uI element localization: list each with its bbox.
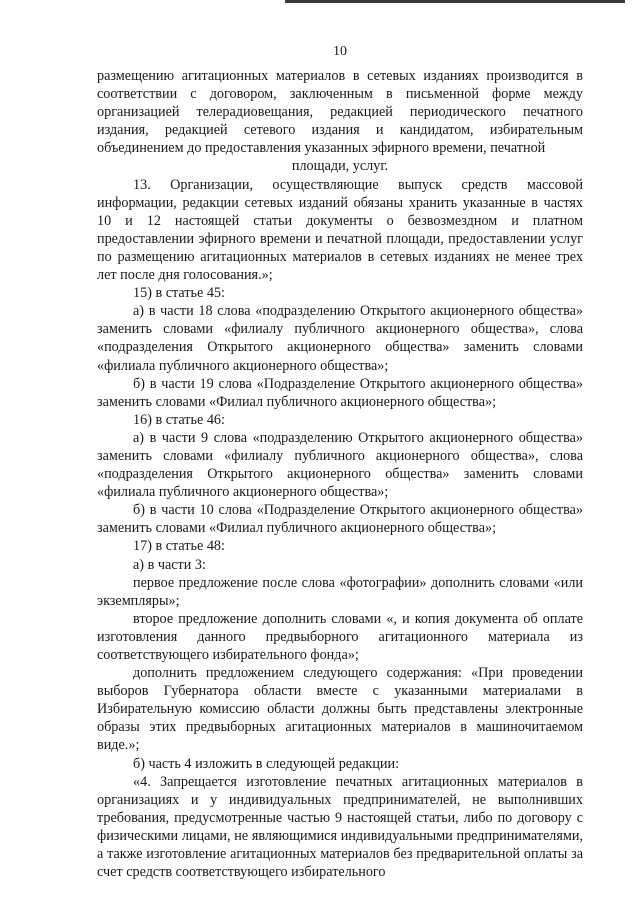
document-body [97,67,583,881]
paragraph: а) в части 18 слова «подразделению Открытого акционерного общества» заменить словами «филиалу публичного акционерного общества», слова «подразделения Открытого акционерного общества» заменить словами «филиала публичного акционерного общества»; [97,303,583,374]
paragraph: размещению агитационных материалов в сетевых изданиях производится в соответствии с договором, заключенным в письменной форме между организацией телерадиовещания, редакцией периодического печатного издания, редакцией сетевого издания и кандидатом, избирательным объединением до предоставления указанных эфирного времени, печатной [97,68,583,157]
paragraph: площади, услуг. [291,158,389,175]
paragraph: б) в части 10 слова «Подразделение Открытого акционерного общества» заменить словами «Филиал публичного акционерного общества»; [97,502,583,537]
paragraph: первое предложение после слова «фотографии» дополнить словами «или экземпляры»; [97,574,583,609]
scan-artifact-line [285,0,625,3]
paragraph: б) в части 19 слова «Подразделение Открытого акционерного общества» заменить словами «Филиал публичного акционерного общества»; [97,375,583,410]
page-number: 10 [333,44,347,59]
paragraph: второе предложение дополнить словами «, и копия документа об оплате изготовления данного предвыборного агитационного материала из соответствующего избирательного фонда»; [97,610,583,663]
paragraph: 13. Организации, осуществляющие выпуск средств массовой информации, редакции сетевых изданий обязаны хранить указанные в частях 10 и 12 настоящей статьи документы о безвозмездном и платном предоставлении эфирного времени и печатной площади, предоставлении услуг по размещению агитационных материалов в сетевых изданиях не менее трех лет после дня голосования.»; [97,176,583,284]
paragraph: «4. Запрещается изготовление печатных агитационных материалов в организациях и у индивидуальных предпринимателей, не выполнивших требования, предусмотренные частью 9 настоящей статьи, либо по договору с физическими лицами, не являющимися индивидуальными предпринимателями, а также изготовление агитационных материалов без предварительной оплаты за счет средств соответствующего избирательного [97,773,583,881]
paragraph: 15) в статье 45: [133,285,225,302]
paragraph: а) в части 9 слова «подразделению Открытого акционерного общества» заменить словами «филиалу публичного акционерного общества», слова «подразделения Открытого акционерного общества» заменить словами «филиала публичного акционерного общества»; [97,429,583,501]
paragraph: б) часть 4 изложить в следующей редакции: [133,755,400,772]
paragraph: дополнить предложением следующего содержания: «При проведении выборов Губернатора области вместе с указанными материалами в Избирательную комиссию области должны быть представлены электронные образы этих предвыборных агитационных материалов в машиночитаемом виде.»; [97,665,583,754]
paragraph: а) в части 3: [133,556,206,573]
paragraph: 17) в статье 48: [133,538,225,555]
paragraph: 16) в статье 46: [133,411,225,428]
